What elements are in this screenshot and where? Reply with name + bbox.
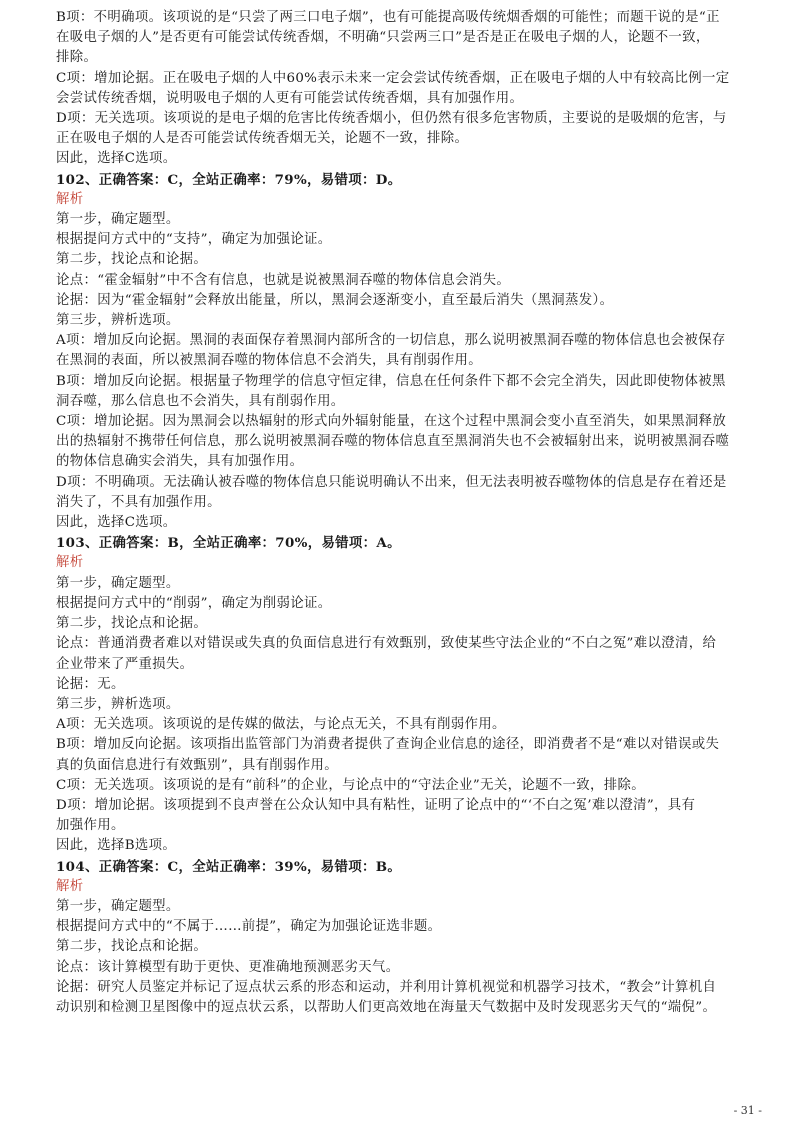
text-line: 消失了，不具有加强作用。 <box>56 494 221 510</box>
text-line: 论点：“霍金辐射”中不含有信息，也就是说被黑洞吞噬的物体信息会消失。 <box>56 272 511 288</box>
document-body <box>56 8 750 1018</box>
text-line: 论据：无。 <box>56 676 125 692</box>
text-line: 第一步，确定题型。 <box>56 575 180 591</box>
text-line: A项：无关选项。该项说的是传媒的做法，与论点无关，不具有削弱作用。 <box>56 717 506 733</box>
text-line: C项：无关选项。该项说的是有“前科”的企业，与论点中的“守法企业”无关，论题不一致，排除。 <box>56 777 645 793</box>
text-line: 根据提问方式中的“支持”，确定为加强论证。 <box>56 232 332 248</box>
text-line: B项：增加反向论据。根据量子物理学的信息守恒定律，信息在任何条件下都不会完全消失，因此即使物体被黑 <box>56 373 726 389</box>
text-line: 第二步，找论点和论据。 <box>56 252 208 268</box>
text-line: 的物体信息确实会消失，具有加强作用。 <box>56 454 304 470</box>
analysis-label: 解析 <box>56 878 84 894</box>
text-line: 论据：因为“霍金辐射”会释放出能量，所以，黑洞会逐渐变小，直至最后消失（黑洞蒸发）。 <box>56 292 614 308</box>
answer-heading: 102、正确答案：C，全站正确率：79%，易错项：D。 <box>56 171 402 188</box>
text-line: 企业带来了严重损失。 <box>56 656 194 672</box>
answer-heading: 103、正确答案：B，全站正确率：70%，易错项：A。 <box>56 535 401 552</box>
text-line: 论据：研究人员鉴定并标记了逗点状云系的形态和运动，并利用计算机视觉和机器学习技术，“教会”计算机自 <box>56 979 717 995</box>
text-line: 根据提问方式中的“削弱”，确定为削弱论证。 <box>56 595 332 611</box>
text-line: 在黑洞的表面，所以被黑洞吞噬的物体信息不会消失，具有削弱作用。 <box>56 353 482 369</box>
answer-heading: 104、正确答案：C，全站正确率：39%，易错项：B。 <box>56 858 402 875</box>
text-line: B项：增加反向论据。该项指出监管部门为消费者提供了查询企业信息的途径，即消费者不是“难以对错误或失 <box>56 737 720 753</box>
text-line: C项：增加论据。因为黑洞会以热辐射的形式向外辐射能量，在这个过程中黑洞会变小直至消失，如果黑洞释放 <box>56 414 727 430</box>
analysis-label: 解析 <box>56 191 84 207</box>
text-line: 论点：普通消费者难以对错误或失真的负面信息进行有效甄别，致使某些守法企业的“不白之冤”难以澄清，给 <box>56 636 717 652</box>
text-line: 出的热辐射不携带任何信息，那么说明被黑洞吞噬的物体信息直至黑洞消失也不会被辐射出来，说明被黑洞吞噬 <box>56 434 730 450</box>
text-line: 因此，选择C选项。 <box>56 151 177 167</box>
text-line: 第二步，找论点和论据。 <box>56 616 208 632</box>
text-line: D项：增加论据。该项提到不良声誉在公众认知中具有粘性，证明了论点中的“‘不白之冤’难以澄清”，具有 <box>56 797 696 813</box>
text-line: 在吸电子烟的人”是否更有可能尝试传统香烟，不明确“只尝两三口”是否是正在吸电子烟的人，论题不一致， <box>56 30 710 46</box>
text-line: 真的负面信息进行有效甄别”，具有削弱作用。 <box>56 757 339 773</box>
text-line: 第三步，辨析选项。 <box>56 696 180 712</box>
text-line: 论点：该计算模型有助于更快、更准确地预测恶劣天气。 <box>56 959 400 975</box>
text-line: 正在吸电子烟的人是否可能尝试传统香烟无关，论题不一致，排除。 <box>56 131 469 147</box>
text-line: 会尝试传统香烟，说明吸电子烟的人更有可能尝试传统香烟，具有加强作用。 <box>56 90 524 106</box>
text-line: 因此，选择C选项。 <box>56 515 177 531</box>
text-line: 加强作用。 <box>56 818 125 834</box>
text-line: C项：增加论据。正在吸电子烟的人中60%表示未来一定会尝试传统香烟，正在吸电子烟的人中有较高比例一定 <box>56 70 730 86</box>
text-line: 第二步，找论点和论据。 <box>56 939 208 955</box>
text-line: 排除。 <box>56 50 98 66</box>
text-line: 洞吞噬，那么信息也不会消失，具有削弱作用。 <box>56 393 345 409</box>
text-line: D项：不明确项。无法确认被吞噬的物体信息只能说明确认不出来，但无法表明被吞噬物体的信息是存在着还是 <box>56 474 727 490</box>
text-line: 第一步，确定题型。 <box>56 898 180 914</box>
analysis-label: 解析 <box>56 555 84 571</box>
text-line: 动识别和检测卫星图像中的逗点状云系，以帮助人们更高效地在海量天气数据中及时发现恶劣天气的“端倪”。 <box>56 999 717 1015</box>
text-line: 第一步，确定题型。 <box>56 212 180 228</box>
text-line: 因此，选择B选项。 <box>56 838 177 854</box>
text-line: 根据提问方式中的“不属于……前提”，确定为加强论证选非题。 <box>56 919 442 935</box>
text-line: B项：不明确项。该项说的是“只尝了两三口电子烟”，也有可能提高吸传统烟香烟的可能性；而题干说的是“正 <box>56 10 720 25</box>
text-line: A项：增加反向论据。黑洞的表面保存着黑洞内部所含的一切信息，那么说明被黑洞吞噬的物体信息也会被保存 <box>56 333 726 349</box>
text-line: 第三步，辨析选项。 <box>56 313 180 329</box>
text-line: D项：无关选项。该项说的是电子烟的危害比传统香烟小，但仍然有很多危害物质，主要说的是吸烟的危害，与 <box>56 111 727 127</box>
page-number: - 31 - <box>733 1104 762 1117</box>
